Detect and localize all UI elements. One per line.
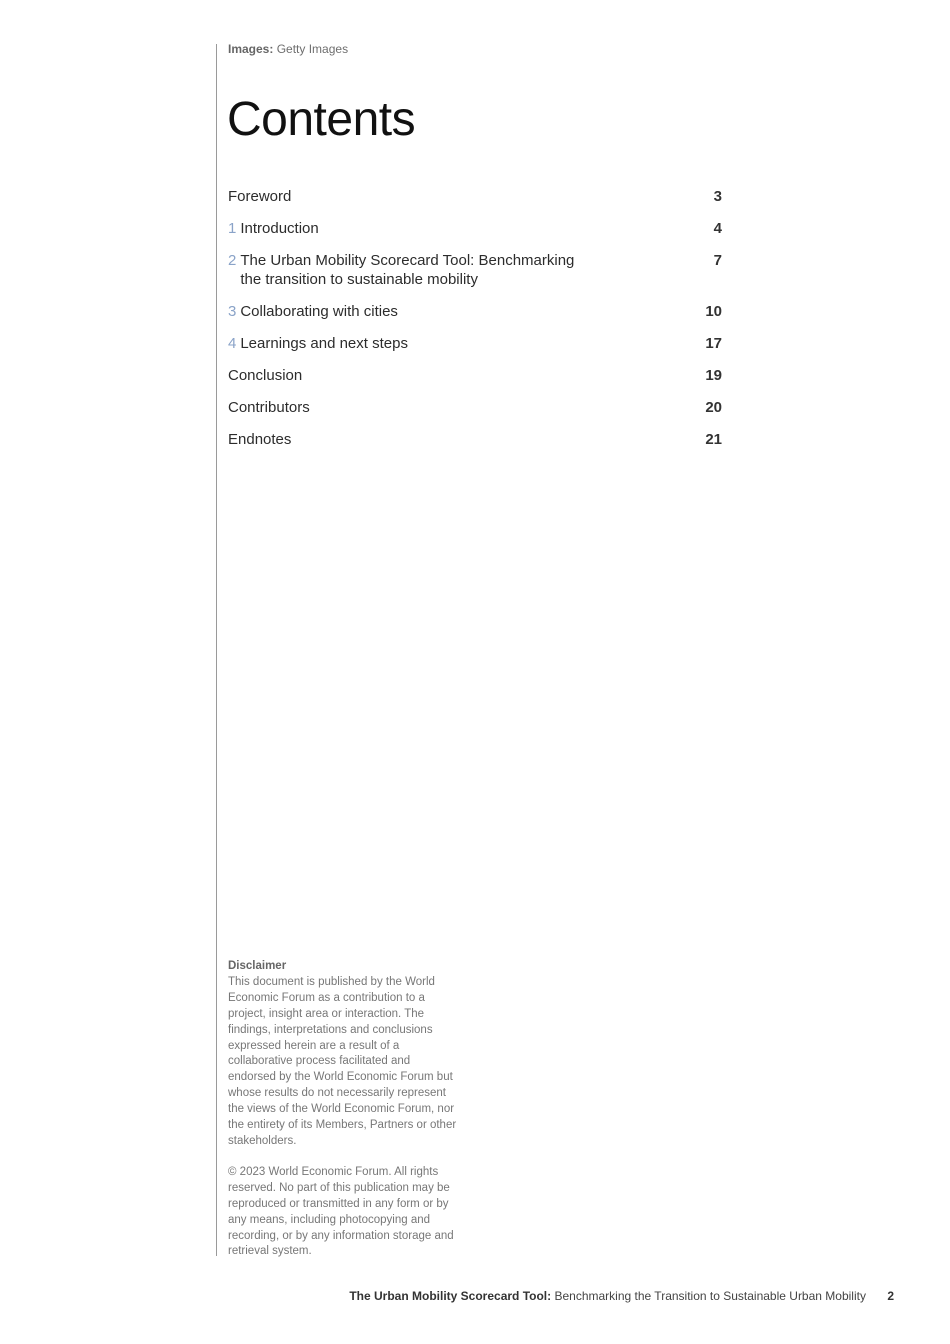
toc-section-number: 4 bbox=[228, 335, 237, 352]
toc-page-number: 10 bbox=[705, 303, 722, 320]
toc-page-number: 21 bbox=[705, 431, 722, 448]
toc-label: Introduction bbox=[240, 220, 319, 237]
disclaimer bbox=[228, 959, 458, 1260]
toc-item-scorecard-tool[interactable] bbox=[228, 251, 722, 289]
image-credit-value: Getty Images bbox=[276, 42, 349, 56]
toc-item-collaborating[interactable] bbox=[228, 302, 722, 321]
toc-page-number: 19 bbox=[705, 367, 722, 384]
toc-section-number: 3 bbox=[228, 303, 237, 320]
toc-item-foreword[interactable] bbox=[228, 187, 722, 206]
toc-item-endnotes[interactable] bbox=[228, 430, 722, 449]
toc-section-number: 2 bbox=[228, 252, 237, 269]
toc-page-number: 7 bbox=[713, 252, 722, 269]
toc-label: The Urban Mobility Scorecard Tool: Benchmarking the transition to sustainable mobility bbox=[240, 252, 575, 288]
image-credit bbox=[228, 42, 348, 56]
copyright-notice: © 2023 World Economic Forum. All rights reserved. No part of this publication may be reproduced or transmitted in any form or by any means, including photocopying and recording, or by any information storage and retrieval system. bbox=[228, 1165, 454, 1258]
toc-label: Contributors bbox=[228, 399, 310, 416]
table-of-contents bbox=[228, 187, 722, 462]
toc-item-learnings[interactable] bbox=[228, 334, 722, 353]
footer-title-bold: The Urban Mobility Scorecard Tool: bbox=[349, 1289, 552, 1303]
disclaimer-text: This document is published by the World Economic Forum as a contribution to a project, insight area or interaction. The findings, interpretations and conclusions expressed herein are a result of a collaborative process facilitated and endorsed by the World Economic Forum but whose results do not necessarily represent the views of the World Economic Forum, nor the entirety of its Members, Partners or other stakeholders. bbox=[228, 975, 457, 1147]
image-credit-label: Images: bbox=[228, 42, 274, 56]
toc-page-number: 17 bbox=[705, 335, 722, 352]
toc-label: Learnings and next steps bbox=[240, 335, 408, 352]
toc-section-number: 1 bbox=[228, 220, 237, 237]
toc-item-contributors[interactable] bbox=[228, 398, 722, 417]
toc-page-number: 20 bbox=[705, 399, 722, 416]
footer-title: Benchmarking the Transition to Sustainable Urban Mobility bbox=[554, 1289, 866, 1303]
toc-label: Collaborating with cities bbox=[240, 303, 398, 320]
disclaimer-heading: Disclaimer bbox=[228, 960, 287, 972]
toc-item-conclusion[interactable] bbox=[228, 366, 722, 385]
toc-label: Foreword bbox=[228, 188, 292, 205]
margin-rule bbox=[216, 44, 217, 1256]
toc-page-number: 3 bbox=[713, 188, 722, 205]
toc-label: Conclusion bbox=[228, 367, 303, 384]
toc-page-number: 4 bbox=[713, 220, 722, 237]
page-number: 2 bbox=[887, 1289, 894, 1303]
page-footer bbox=[349, 1289, 894, 1303]
toc-label: Endnotes bbox=[228, 431, 292, 448]
page-title: Contents bbox=[227, 93, 416, 146]
toc-item-introduction[interactable] bbox=[228, 219, 722, 238]
